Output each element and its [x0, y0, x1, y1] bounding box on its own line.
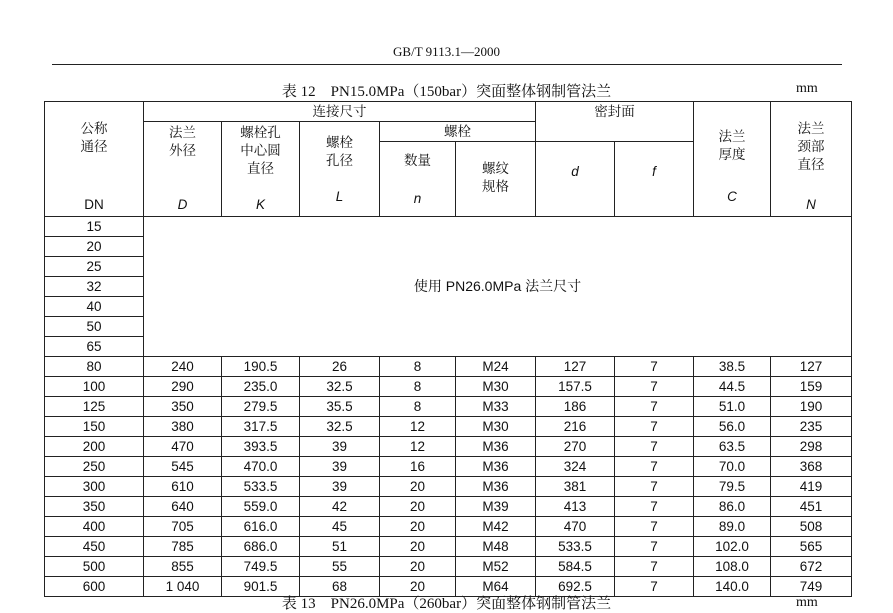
cell-dn: 250: [45, 457, 144, 477]
cell-dn: 150: [45, 417, 144, 437]
cell-thickness: 79.5: [694, 477, 771, 497]
cell-thickness: 38.5: [694, 357, 771, 377]
table-row: [45, 217, 852, 237]
cell-thread: M30: [456, 377, 536, 397]
cell-dn: 32: [45, 277, 144, 297]
cell-dn: 200: [45, 437, 144, 457]
header-sealing-face: 密封面: [536, 102, 694, 142]
cell-neck-diameter: 749: [771, 577, 852, 597]
cell-seal-f: 7: [615, 477, 694, 497]
cell-flange-od: 470: [144, 437, 222, 457]
cell-seal-f: 7: [615, 377, 694, 397]
cell-bolt-hole: 32.5: [300, 377, 380, 397]
cell-bolt-qty: 8: [380, 397, 456, 417]
cell-seal-f: 7: [615, 557, 694, 577]
cell-flange-od: 1 040: [144, 577, 222, 597]
cell-dn: 20: [45, 237, 144, 257]
cell-flange-od: 240: [144, 357, 222, 377]
cell-bolt-circle: 686.0: [222, 537, 300, 557]
cell-bolt-qty: 20: [380, 537, 456, 557]
header-neck-diameter: 法兰颈部直径 N: [771, 102, 852, 217]
header-bolt-hole-diameter: 螺栓孔径 L: [300, 122, 380, 217]
header-bolt: 螺栓: [380, 122, 536, 142]
cell-thickness: 56.0: [694, 417, 771, 437]
cell-dn: 50: [45, 317, 144, 337]
header-nominal-diameter: 公称通径 DN: [45, 102, 144, 217]
cell-dn: 80: [45, 357, 144, 377]
cell-seal-f: 7: [615, 537, 694, 557]
header-bolt-quantity: 数量 n: [380, 142, 456, 217]
cell-thickness: 86.0: [694, 497, 771, 517]
cell-thickness: 89.0: [694, 517, 771, 537]
cell-bolt-hole: 35.5: [300, 397, 380, 417]
cell-flange-od: 785: [144, 537, 222, 557]
cell-seal-d: 324: [536, 457, 615, 477]
cell-neck-diameter: 368: [771, 457, 852, 477]
cell-thickness: 102.0: [694, 537, 771, 557]
cell-bolt-circle: 190.5: [222, 357, 300, 377]
cell-bolt-circle: 470.0: [222, 457, 300, 477]
table-row: [45, 497, 852, 517]
cell-flange-od: 640: [144, 497, 222, 517]
cell-neck-diameter: 672: [771, 557, 852, 577]
cell-neck-diameter: 235: [771, 417, 852, 437]
cell-thread: M36: [456, 437, 536, 457]
cell-thread: M64: [456, 577, 536, 597]
cell-flange-od: 855: [144, 557, 222, 577]
cell-neck-diameter: 298: [771, 437, 852, 457]
cell-neck-diameter: 159: [771, 377, 852, 397]
table-row: [45, 517, 852, 537]
cell-bolt-hole: 55: [300, 557, 380, 577]
cell-bolt-circle: 533.5: [222, 477, 300, 497]
flange-dimension-table: [44, 101, 852, 597]
cell-thread: M36: [456, 477, 536, 497]
cell-thickness: 63.5: [694, 437, 771, 457]
document-header: GB/T 9113.1—2000: [393, 44, 500, 59]
cell-seal-f: 7: [615, 457, 694, 477]
cell-flange-od: 380: [144, 417, 222, 437]
cell-seal-d: 533.5: [536, 537, 615, 557]
cell-bolt-circle: 235.0: [222, 377, 300, 397]
cell-bolt-qty: 12: [380, 417, 456, 437]
table-12-caption: 表 12 PN15.0MPa（150bar）突面整体钢制管法兰: [281, 84, 612, 100]
cell-seal-d: 157.5: [536, 377, 615, 397]
cell-neck-diameter: 508: [771, 517, 852, 537]
table-row: [45, 477, 852, 497]
cell-seal-d: 186: [536, 397, 615, 417]
cell-bolt-circle: 393.5: [222, 437, 300, 457]
cell-thread: M48: [456, 537, 536, 557]
cell-bolt-circle: 559.0: [222, 497, 300, 517]
cell-seal-f: 7: [615, 417, 694, 437]
cell-thickness: 108.0: [694, 557, 771, 577]
cell-bolt-hole: 45: [300, 517, 380, 537]
header-seal-d: d: [536, 142, 615, 217]
cell-bolt-qty: 20: [380, 497, 456, 517]
cell-bolt-hole: 39: [300, 457, 380, 477]
cell-dn: 100: [45, 377, 144, 397]
table-row: [45, 557, 852, 577]
cell-seal-f: 7: [615, 577, 694, 597]
cell-dn: 25: [45, 257, 144, 277]
cell-bolt-qty: 12: [380, 437, 456, 457]
cell-dn: 500: [45, 557, 144, 577]
cell-thickness: 70.0: [694, 457, 771, 477]
cell-dn: 15: [45, 217, 144, 237]
cell-bolt-qty: 20: [380, 477, 456, 497]
cell-bolt-hole: 26: [300, 357, 380, 377]
table-12-unit: mm: [796, 81, 818, 96]
cell-thread: M24: [456, 357, 536, 377]
cell-thread: M36: [456, 457, 536, 477]
cell-thread: M42: [456, 517, 536, 537]
cell-flange-od: 705: [144, 517, 222, 537]
cell-seal-d: 584.5: [536, 557, 615, 577]
table-13-unit: mm: [796, 595, 818, 610]
header-flange-thickness: 法兰厚度 C: [694, 102, 771, 217]
cell-neck-diameter: 127: [771, 357, 852, 377]
cell-seal-d: 216: [536, 417, 615, 437]
cell-flange-od: 545: [144, 457, 222, 477]
cell-dn: 600: [45, 577, 144, 597]
cell-dn: 350: [45, 497, 144, 517]
cell-dn: 450: [45, 537, 144, 557]
header-connection-dimensions: 连接尺寸: [144, 102, 536, 122]
cell-seal-f: 7: [615, 357, 694, 377]
cell-thread: M33: [456, 397, 536, 417]
cell-neck-diameter: 419: [771, 477, 852, 497]
cell-dn: 65: [45, 337, 144, 357]
cell-bolt-qty: 8: [380, 377, 456, 397]
cell-neck-diameter: 190: [771, 397, 852, 417]
cell-thickness: 44.5: [694, 377, 771, 397]
cell-thread: M39: [456, 497, 536, 517]
cell-dn: 125: [45, 397, 144, 417]
cell-dn: 300: [45, 477, 144, 497]
cell-seal-f: 7: [615, 497, 694, 517]
cell-thickness: 51.0: [694, 397, 771, 417]
table-13-caption: 表 13 PN26.0MPa（260bar）突面整体钢制管法兰: [281, 596, 612, 612]
cell-bolt-hole: 42: [300, 497, 380, 517]
cell-bolt-circle: 901.5: [222, 577, 300, 597]
cell-bolt-circle: 616.0: [222, 517, 300, 537]
cell-thread: M52: [456, 557, 536, 577]
table-row: [45, 537, 852, 557]
table-row: [45, 377, 852, 397]
cell-seal-d: 270: [536, 437, 615, 457]
cell-neck-diameter: 451: [771, 497, 852, 517]
header-thread-spec: 螺纹规格: [456, 142, 536, 217]
merged-reference-note: 使用 PN26.0MPa 法兰尺寸: [144, 217, 852, 357]
cell-thickness: 140.0: [694, 577, 771, 597]
cell-seal-d: 692.5: [536, 577, 615, 597]
cell-bolt-qty: 20: [380, 577, 456, 597]
header-bolt-circle-diameter: 螺栓孔中心圆直径 K: [222, 122, 300, 217]
header-flange-outer-diameter: 法兰外径 D: [144, 122, 222, 217]
header-rule: [52, 64, 842, 65]
cell-seal-d: 127: [536, 357, 615, 377]
cell-seal-f: 7: [615, 397, 694, 417]
cell-thread: M30: [456, 417, 536, 437]
cell-flange-od: 610: [144, 477, 222, 497]
cell-bolt-hole: 39: [300, 477, 380, 497]
cell-seal-d: 470: [536, 517, 615, 537]
table-row: [45, 397, 852, 417]
cell-bolt-qty: 8: [380, 357, 456, 377]
cell-seal-f: 7: [615, 517, 694, 537]
cell-bolt-circle: 279.5: [222, 397, 300, 417]
table-row: [45, 417, 852, 437]
cell-bolt-hole: 39: [300, 437, 380, 457]
cell-seal-f: 7: [615, 437, 694, 457]
cell-bolt-circle: 317.5: [222, 417, 300, 437]
cell-bolt-qty: 20: [380, 517, 456, 537]
cell-bolt-hole: 32.5: [300, 417, 380, 437]
cell-dn: 40: [45, 297, 144, 317]
cell-seal-d: 381: [536, 477, 615, 497]
cell-neck-diameter: 565: [771, 537, 852, 557]
table-row: [45, 457, 852, 477]
cell-bolt-qty: 16: [380, 457, 456, 477]
table-row: [45, 357, 852, 377]
table-row: [45, 437, 852, 457]
cell-seal-d: 413: [536, 497, 615, 517]
cell-flange-od: 290: [144, 377, 222, 397]
cell-bolt-hole: 68: [300, 577, 380, 597]
cell-bolt-hole: 51: [300, 537, 380, 557]
cell-flange-od: 350: [144, 397, 222, 417]
header-seal-f: f: [615, 142, 694, 217]
cell-bolt-qty: 20: [380, 557, 456, 577]
cell-dn: 400: [45, 517, 144, 537]
cell-bolt-circle: 749.5: [222, 557, 300, 577]
